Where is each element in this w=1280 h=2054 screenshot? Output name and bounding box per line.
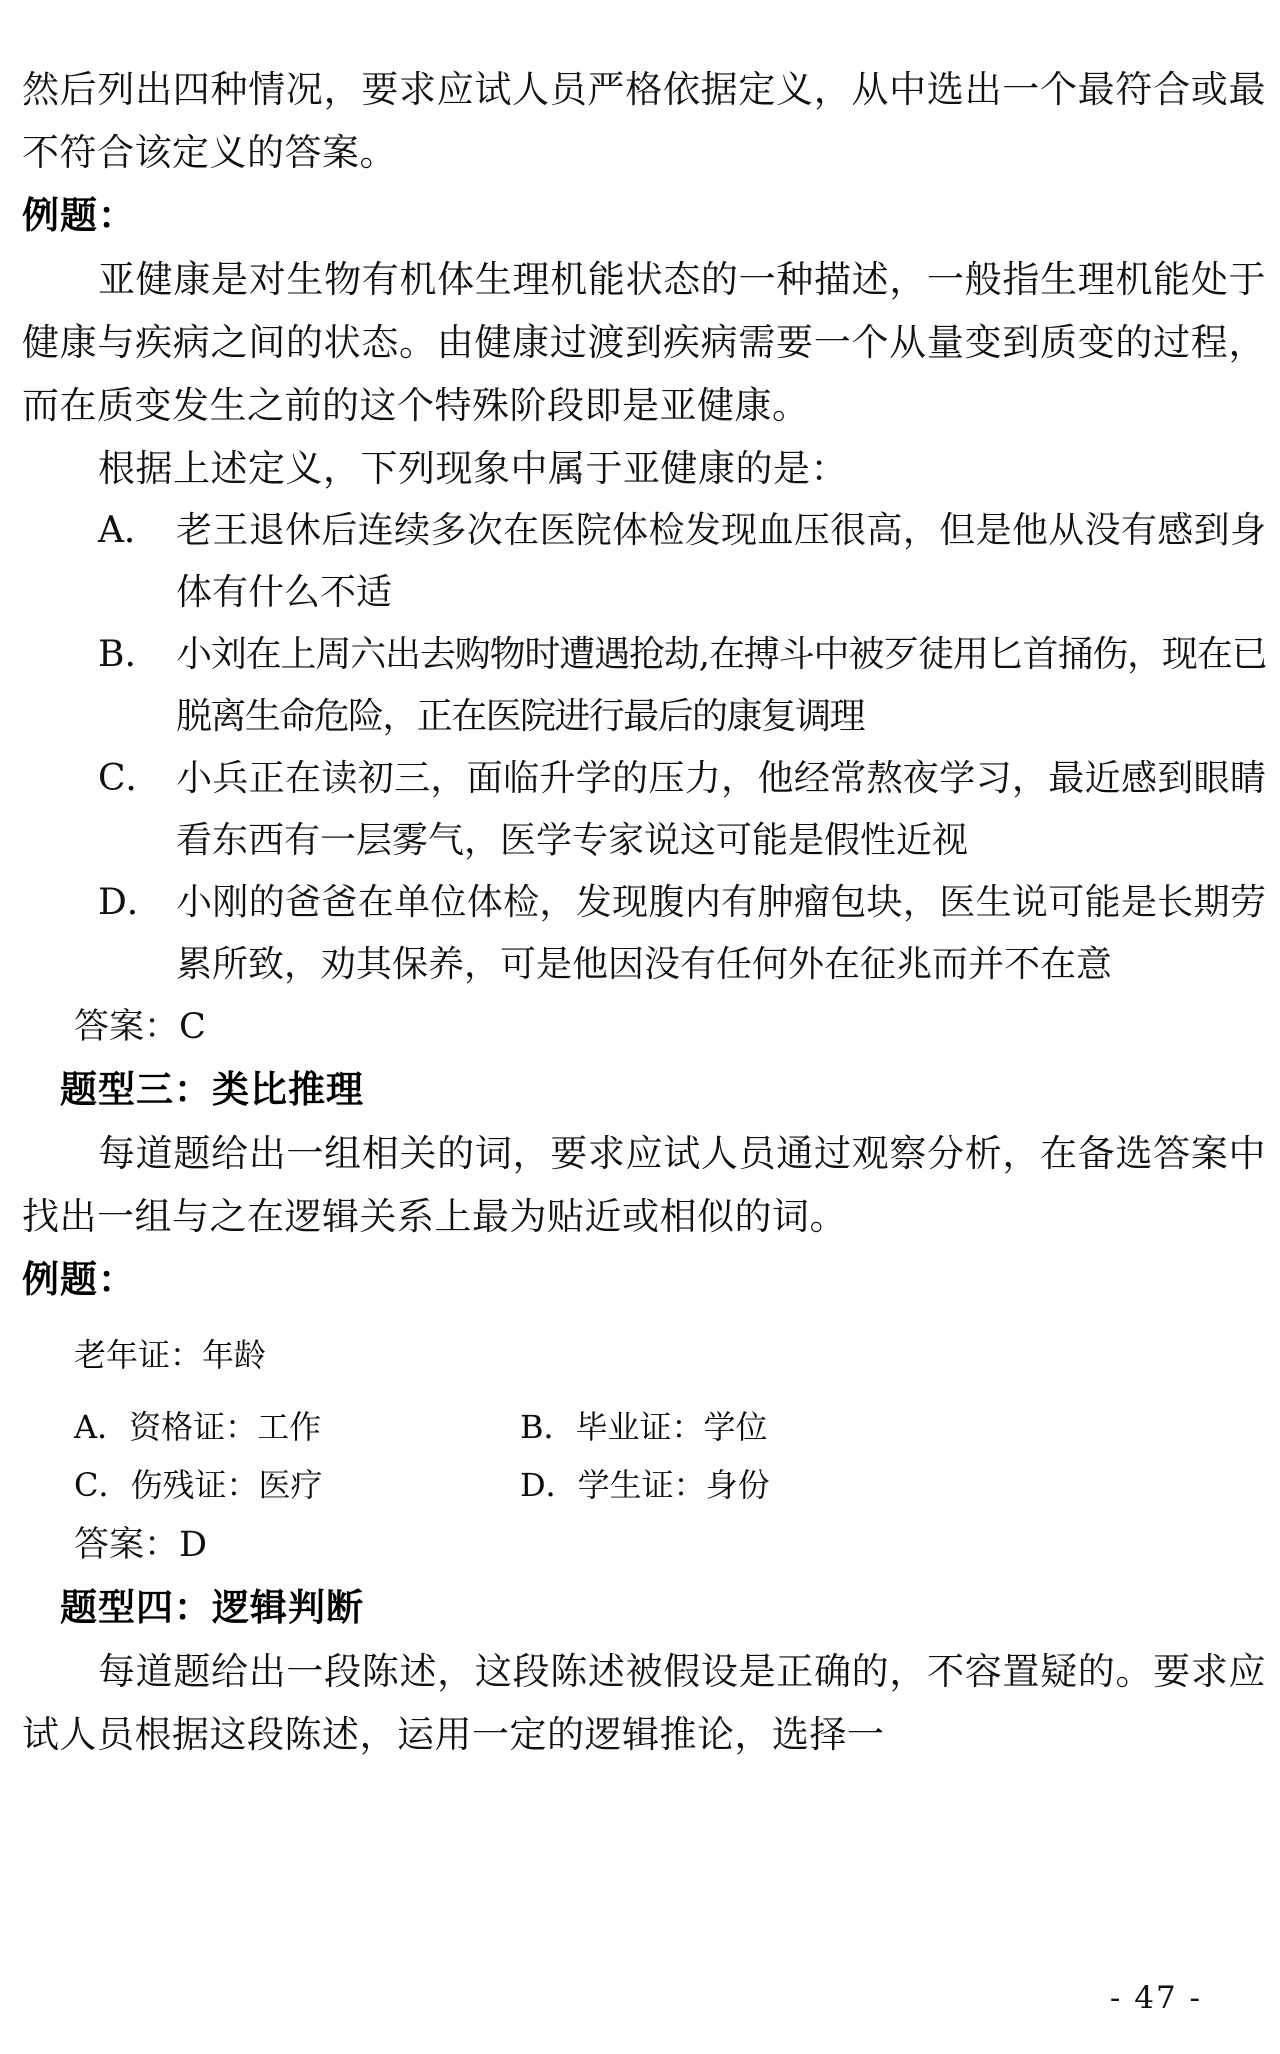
analogy-option-c-text: 伤残证：医疗 (130, 1466, 323, 1504)
analogy-stem: 老年证：年龄 (74, 1336, 267, 1374)
option-d-text: 小刚的爸爸在单位体检，发现腹内有肿瘤包块，医生说可能是长期劳累所致，劝其保养，可是他因没有任何外在征兆而并不在意 (176, 882, 1266, 985)
analogy-option-a[interactable] (22, 1398, 502, 1456)
section-heading-4: 题型四：逻辑判断 (60, 1586, 364, 1629)
intro-paragraph: 然后列出四种情况，要求应试人员严格依据定义，从中选出一个最符合或最不符合该定义的答案。 (22, 68, 1266, 174)
option-c-label: C． (98, 758, 162, 799)
analogy-option-c[interactable] (22, 1456, 502, 1514)
analogy-option-b-label: B． (520, 1408, 576, 1446)
option-a-label: A． (98, 510, 160, 551)
definition-options (22, 500, 1266, 996)
section-3-description: 每道题给出一组相关的词，要求应试人员通过观察分析，在备选答案中找出一组与之在逻辑关系上最为贴近或相似的词。 (22, 1132, 1266, 1238)
option-a-text: 老王退休后连续多次在医院体检发现血压很高，但是他从没有感到身体有什么不适 (176, 510, 1266, 613)
page-content (22, 58, 1266, 1766)
option-a[interactable] (22, 500, 1266, 624)
analogy-option-b[interactable] (502, 1398, 1266, 1456)
section-heading-3: 题型三：类比推理 (60, 1068, 364, 1111)
analogy-option-a-label: A． (74, 1408, 130, 1446)
option-c[interactable] (22, 748, 1266, 872)
example-heading-1: 例题： (22, 194, 136, 237)
analogy-options-row-1 (22, 1398, 1266, 1456)
definition-question: 根据上述定义，下列现象中属于亚健康的是： (98, 447, 848, 490)
option-b[interactable] (22, 624, 1266, 748)
definition-paragraph: 亚健康是对生物有机体生理机能状态的一种描述，一般指生理机能处于健康与疾病之间的状态。由健康过渡到疾病需要一个从量变到质变的过程，而在质变发生之前的这个特殊阶段即是亚健康。 (22, 258, 1266, 427)
spacer (22, 1384, 1266, 1398)
example-heading-2: 例题： (22, 1258, 136, 1301)
option-d-label: D． (98, 882, 163, 923)
option-b-label: B. (98, 634, 136, 675)
answer-line-2: 答案：D (74, 1525, 208, 1565)
analogy-options-row-2 (22, 1456, 1266, 1514)
analogy-option-c-label: C． (74, 1466, 131, 1504)
analogy-option-b-text: 毕业证：学位 (575, 1408, 768, 1446)
analogy-option-d[interactable] (502, 1456, 1266, 1514)
analogy-option-d-text: 学生证：身份 (577, 1466, 770, 1504)
analogy-option-d-label: D． (520, 1466, 578, 1504)
analogy-option-a-text: 资格证：工作 (129, 1408, 322, 1446)
option-b-text: 小刘在上周六出去购物时遭遇抢劫,在搏斗中被歹徒用匕首捅伤，现在已脱离生命危险，正在医院进行最后的康复调理 (176, 634, 1266, 737)
option-c-text: 小兵正在读初三，面临升学的压力，他经常熬夜学习，最近感到眼睛看东西有一层雾气，医学专家说这可能是假性近视 (176, 758, 1266, 861)
option-d[interactable] (22, 872, 1266, 996)
answer-line-1: 答案：C (74, 1007, 206, 1047)
section-4-description: 每道题给出一段陈述，这段陈述被假设是正确的，不容置疑的。要求应试人员根据这段陈述，运用一定的逻辑推论，选择一 (22, 1650, 1266, 1756)
spacer (22, 1312, 1266, 1326)
page-number: - 47 - (1109, 1980, 1202, 2016)
